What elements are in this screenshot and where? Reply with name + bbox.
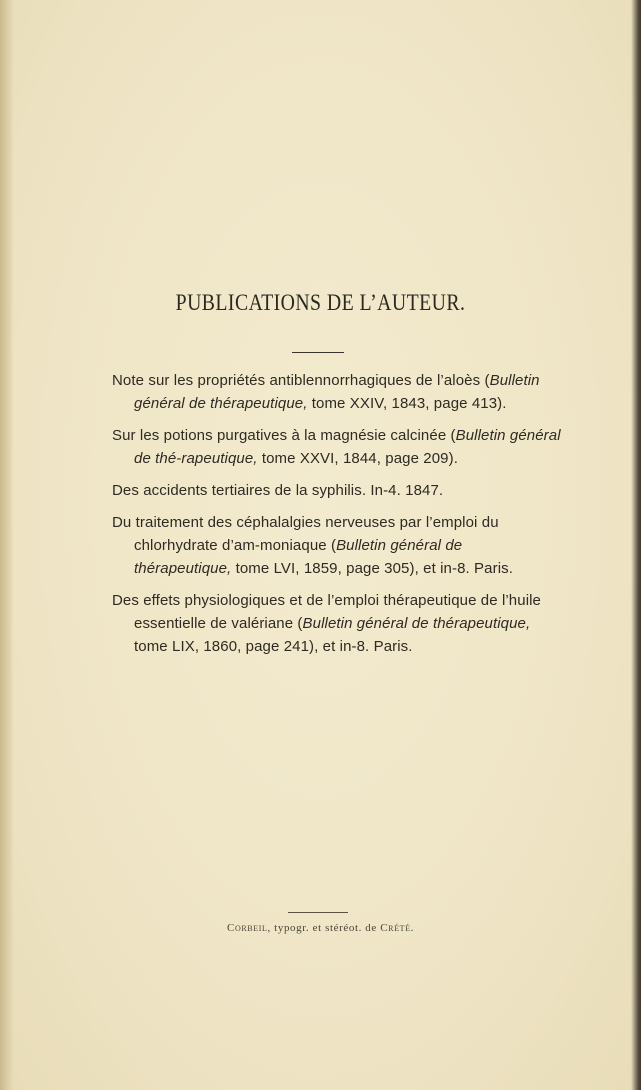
entry-text: Des accidents tertiaires de la syphilis. In-4. 1847. [112,482,444,499]
publication-list [112,369,562,667]
publication-entry [112,424,562,470]
entry-text: Sur les potions purgatives à la magnésie calcinée ( [112,427,456,444]
footer-divider [288,912,348,913]
entry-text: Des effets physiologiques et de l’emploi thérapeutique de l’huile essentielle de valériane ( [112,592,541,632]
title-divider [292,352,344,353]
publication-entry [112,589,562,658]
entry-details: tome LIX, 1860, page 241), et in-8. Paris. [134,638,413,655]
entry-details: tome XXIV, 1843, page 413). [307,395,507,412]
printer-imprint [0,922,641,934]
printer-end: . [410,922,414,934]
publication-entry [112,369,562,415]
publication-entry [112,511,562,580]
entry-journal: Bulletin général de thérapeutique, [134,372,540,412]
entry-journal: Bulletin général de thérapeutique, [134,537,463,577]
entry-text: Du traitement des céphalalgies nerveuses par l’emploi du chlorhydrate d’am-moniaque ( [112,514,499,554]
entry-text: Note sur les propriétés antiblennorrhagiques de l’aloès ( [112,372,490,389]
printer-town: Corbeil [227,922,268,934]
page-title: PUBLICATIONS DE L’AUTEUR. [175,290,466,315]
entry-journal: Bulletin général de thérapeutique, [302,615,531,632]
entry-details: tome XXVI, 1844, page 209). [257,450,458,467]
printer-text: , typogr. et stéréot. de [267,922,381,934]
printer-name: Crété [380,922,411,934]
entry-details: tome LVI, 1859, page 305), et in-8. Paris. [231,560,513,577]
publication-entry [112,479,562,502]
entry-journal: Bulletin général de thé-rapeutique, [134,427,561,467]
